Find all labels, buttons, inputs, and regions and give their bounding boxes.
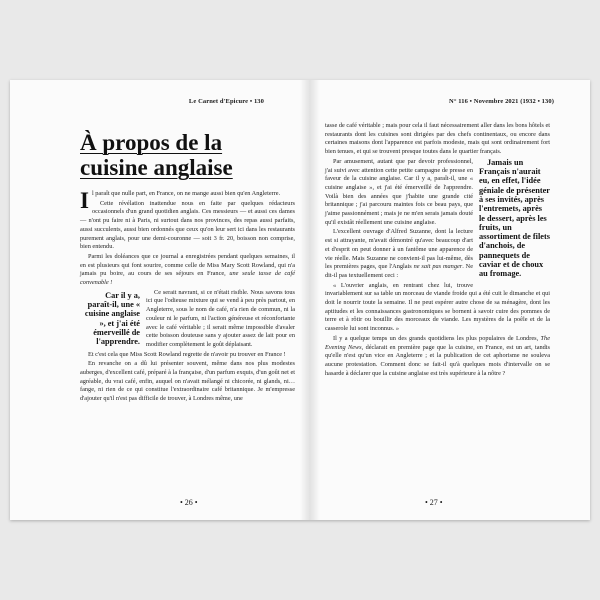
italic-quote: une seule tasse de café convenable ! — [80, 270, 295, 287]
paragraph — [80, 188, 295, 213]
paragraph-text: l paraît que nulle part, en France, on ne mange aussi bien qu'en Angleterre. — [91, 190, 281, 197]
running-head-right: N° 116 • Novembre 2021 (1932 • 130) — [449, 98, 554, 105]
paragraph-text: . Ne dit-il pas textuellement ceci : — [325, 263, 473, 279]
paragraph — [80, 253, 295, 288]
page-number-right: • 27 • — [425, 498, 443, 507]
right-page — [310, 80, 590, 520]
paragraph-text: Il y a quelque temps un des grands quotidiens les plus populaires de Londres, — [333, 334, 541, 342]
running-head-left: Le Carnet d'Epicure • 130 — [188, 98, 264, 105]
paragraph-text: , déclarait en première page que la cuisine, en France, est un art, tandis qu'elle n'est qu'un vice en Angleterre ; et la publication de cet aphorisme ne souleva aucune protestation. Comment donc se fait-il qu'à quelques mois d'intervalle on se hasarde à déclarer que la cuisine anglaise est très supérieure à la nôtre ? — [325, 343, 550, 377]
title-line-1: À propos de la — [80, 130, 223, 155]
paragraph — [325, 335, 550, 379]
magazine-spread — [10, 80, 590, 520]
page-number-left: • 26 • — [180, 498, 198, 507]
title-line-2: cuisine anglaise — [80, 155, 233, 180]
paragraph: « L'ouvrier anglais, en rentrant chez lui, trouve invariablement sur sa table un morceau de viande froide qui a été cuit le dimanche et qui doit le nourrir toute la semaine. Il ne peut espérer autre chose de sa ménagère, dont les aptitudes et les connaissances gastronomiques se bornent à savoir cuire des pommes de terre et à rôtir ou bouillir des morceaux de viande. Les mystères de la poêle et de la casserole lui sont inconnus. » — [325, 281, 550, 333]
left-page — [10, 80, 300, 520]
drop-cap: I — [80, 188, 89, 213]
paragraph: Et c'est cela que Miss Scott Rowland regrette de n'avoir pu trouver en France ! — [88, 350, 286, 358]
paragraph: tasse de café véritable ; mais pour cela il faut nécessairement aller dans les bons hôtels et restaurants dont les cuisines sont dirigées par des chefs continentaux, ou encore dans certaines maisons dont l'apparence est parfois modeste, mais qui sont ordinairement fort bien tenues, et qui se trouvent presque toutes dans le quartier français. — [325, 122, 550, 156]
paragraph-text: Ce serait navrant, si ce n'était risible. Nous savons tous ici que l'odieuse mixture qui se vend à peu près partout, en Angleterre, sous le nom de café, n'a rien de commun, ni la couleur ni le parfum, ni l'action généreuse et réconfortante avec le café véritable ; il serait même impossible d'avaler cette boisson douteuse sans y ajouter assez de lait pour en modifier complètement le goût déplaisant. — [146, 288, 295, 348]
left-body-text — [80, 190, 295, 405]
paragraph-text: Par amusement, autant que par devoir professionnel, j'ai suivi avec attention cette petite campagne de presse en faveur de la cuisine anglaise. Car il y a, paraît-il, une « cuisine anglaise », et j'ai été émerveillé de l'apprendre. Voilà bien des années que j'habite une grande cité britannique ; j'ai parcouru maintes fois ce beau pays, que j'aime passionnément ; mais je ne m'en serais jamais douté qu'il existât réellement une cuisine anglaise. — [325, 157, 473, 226]
paragraph-text: L'excellent ouvrage d'Alfred Suzanne, dont la lecture est si attrayante, m'avait démontré qu'avec beaucoup d'art et d'esprit on peut donner à un fantôme une apparence de vie réelle. Mais Suzanne ne convient-il pas lui-même, dès les premières pages, que l'Anglais — [325, 228, 473, 271]
right-body-text — [325, 122, 550, 379]
article-title — [80, 130, 290, 180]
paragraph: Cette révélation inattendue nous en faite par quelques rédacteurs occasionnels d'un grand quotidien anglais. Ces messieurs — et aussi ces dames — n'ont pu faire ni à Paris, ni surtout dans nos provinces, des repas aussi parfaits, aussi succulents, aussi bien ordonnés que ceux qu'on leur sert ici dans les restaurants purement anglais, pour une demi-couronne — soit 3 fr. 20, boisson non comprise, bien entendu. — [80, 199, 295, 251]
paragraph: En revanche on a dû lui présenter souvent, même dans nos plus modestes auberges, d'excellent café, préparé à la française, d'un parfum exquis, d'un goût net et agréable, du vrai café, enfin, auquel on n'avait mélangé ni chicorée, ni glands, ni… fange, ni rien de ce qui constitue l'extraordinaire café britannique. Je m'empresse d'ajouter qu'il n'est pas difficile de trouver, à Londres même, une — [80, 360, 295, 403]
pull-quote-left: Car il y a, paraît-il, une « cuisine anglaise », et j'ai été émerveillé de l'apprendre. — [84, 290, 140, 347]
paragraph-text: Parmi les doléances que ce journal a enregistrées pendant quelques semaines, il en est plusieurs qui font sourire, comme celle de Miss Mary Scott Rowland, qui n'a jamais pu boire, au cours de ses séjours en France, — [80, 252, 295, 278]
italic-quote: ne sait pas manger — [413, 263, 463, 271]
newspaper-name: The Evening News — [325, 334, 550, 351]
paragraph — [80, 289, 295, 350]
pull-quote-right: Jamais un Français n'aurait eu, en effet, l'idée géniale de présenter à ses invités, après l'entremets, après le dessert, après les fruits, un assortiment de filets d'anchois, de pannequets de caviar et de choux au fromage. — [479, 157, 550, 279]
